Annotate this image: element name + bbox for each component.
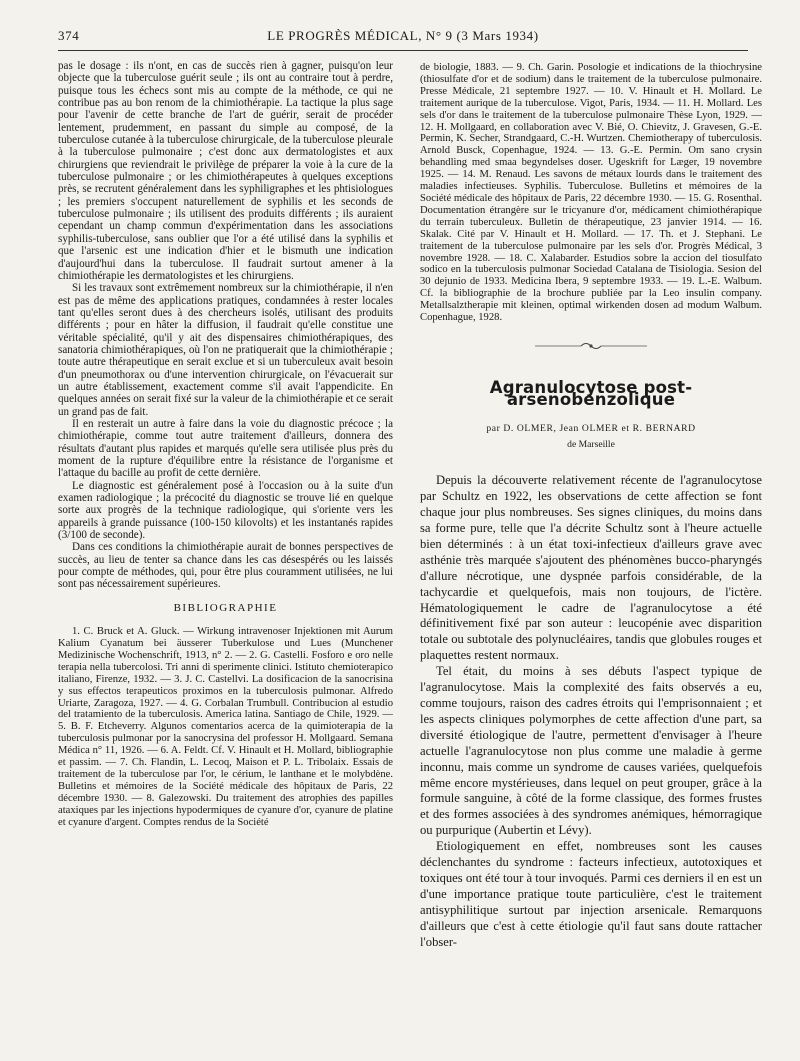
paragraph: pas le dosage : ils n'ont, en cas de succès rien à gagner, puisqu'on leur objecte que la tuberculose guérit seule ; ils ont au contraire tout à perdre, puisque tous les échecs sont mis au compte de la méthode, ce qui ne contribue pas au bon renom de la chimiothérapie. La tactique la plus sage pour l'avenir de cette branche de l'art de guérir, serait de procéder lentement, prudemment, en passant du simple au composé, de la tuberculose cutanée à la tuberculose chirurgicale, de la tuberculose pleurale à la tuberculose pulmonaire ; c'est donc aux dermatologistes et aux chirurgiens que reviendrait le privilège de préparer la voie à la cure de la tuberculose pulmonaire ; or les chimiothérapeutes à quelques exceptions près, se recrutent généralement dans les syphiligraphes et les phtisiologues ; les premiers s'occupent naturellement de syphilis et les seconds de tuberculose pulmonaire ; ils utilisent des produits différents ; ils auraient cependant un champ commun d'expérimentation dans les associations syphilis-tuberculose, sans oublier que l'or a été utilisé dans la syphilis et que l'arsenic est une indication d'hier et le bismuth une indication d'aujourd'hui dans la tuberculose. Il faudrait surtout amener à la chimiothérapie les dermatologistes et les chirurgiens.: [58, 60, 393, 282]
bibliography-title: BIBLIOGRAPHIE: [173, 601, 278, 614]
paragraph: Etiologiquement en effet, nombreuses sont les causes déclenchantes du syndrome : facteurs infectieux, autotoxiques et toxiques ont été tour à tour invoqués. Parmi ces derniers il en est un d'une importance pratique toute particulière, c'est le traitement antisyphilitique surtout par injection arsenicale. Remarquons d'ailleurs que c'est à cette étiologie qu'il faut sans doute rattacher l'obser-: [420, 839, 762, 949]
right-column: [420, 62, 762, 951]
author-affiliation: de Marseille: [567, 438, 615, 450]
ornament-flourish-icon: [531, 340, 651, 352]
paragraph: Si les travaux sont extrêmement nombreux sur la chimiothérapie, il n'en est pas de même des applications pratiques, condamnées à rester locales tant qu'elles seront dues à des chercheurs isolés, utilisant des produits différents ; pour en hâter la diffusion, il faudrait qu'elle constitue une véritable spécialité, qu'il y ait des dispensaires chimiothérapiques, des sanatoria chimiothérapiques, où l'on ne pratiquerait que la chimiothérapie ; toute autre thérapeutique en serait exclue et si un tuberculeux avait besoin d'un pneumothorax ou d'une intervention chirurgicale, on l'évacuerait sur un autre établissement, exactement comme s'il avait l'appendicite. En quelques années on serait fixé sur la valeur de la chimiothérapie et ce serait un grand pas de fait.: [58, 282, 393, 418]
paragraph: Depuis la découverte relativement récente de l'agranulocytose par Schultz en 1922, les observations de cette affection se font chaque jour plus nombreuses. Ses signes cliniques, du moins dans sa forme pure, telle que l'a décrite Schultz sont à l'heure actuelle bien déterminés : à un état toxi-infectieux d'ailleurs grave avec asthénie très marquée s'ajoutent des phénomènes bucco-pharyngés d'allure nécrotique, une dyspnée parfois considérable, de la tachycardie et quelquefois, mais non toujours, de l'ictère. Hématologiquement le cadre de l'agranulocytose a été définitivement fixé par son auteur : leucopénie avec disparition totale ou subtotale des polynucléaires, tandis que globules rouges et plaquettes restent normaux.: [420, 473, 762, 663]
page-number: 374: [58, 28, 80, 43]
article-title: Agranulocytose post-arsenobenzolique: [489, 377, 693, 410]
paragraph: Il en resterait un autre à faire dans la voie du diagnostic précoce ; la chimiothérapie, comme tout autre traitement d'ailleurs, donnera des résultats d'autant plus rapides et marqués qu'elle sera utilisée plus près du moment de la rupture d'équilibre entre la résistance de l'organisme et l'attaque du bacille au profit de cette dernière.: [58, 417, 393, 480]
running-header: [58, 26, 748, 46]
journal-title: LE PROGRÈS MÉDICAL, N° 9 (3 Mars 1934): [267, 28, 539, 43]
header-rule: [58, 50, 748, 51]
article-body: [420, 473, 762, 950]
paragraph: Dans ces conditions la chimiothérapie aurait de bonnes perspectives de succès, au lieu de tenter sa chance dans les cas désespérés ou les laissés pour compte de méthodes, qui, pour être plus couramment utilisées, ne lui sont pas nécessairement supérieures.: [58, 541, 393, 591]
paragraph: Le diagnostic est généralement posé à l'occasion ou à la suite d'un examen radiologique ; la précocité du diagnostic se trouve lié en quelque sorte aux progrès de la technique radiologique, qui s'oriente vers les appareils à grande puissance (100-150 kilovolts) et les instantanés rapides (3/100 de seconde).: [58, 479, 393, 542]
section-ornament: [420, 340, 762, 352]
bibliography-continued: de biologie, 1883. — 9. Ch. Garin. Posologie et indications de la thiochrysine (thiosulfate d'or et de sodium) dans le traitement de la tuberculose pulmonaire. Presse Médicale, 21 septembre 1927. — 10. V. Hinault et H. Mollard. Le traitement aurique de la tuberculose. Vigot, Paris, 1934. — 11. H. Mollard. Les sels d'or dans le traitement de la tuberculose pulmonaire Thèse Lyon, 1929. — 12. H. Mollgaard, en collaboration avec V. Bié, O. Chievitz, J. Gravesen, G.-E. Permin, K. Secher, Strandgaard, C.-H. Wurtzen. Chemiotherapy of tuberculosis. Arnold Busck, Copenhague, 1924. — 13. G.-E. Permin. Om sano crysin behandling med smaa begyndelses doser. Ugeskrift for Læger, 19 novembre 1925. — 14. M. Renaud. Les savons de métaux lourds dans le traitement des maladies infectieuses. Syphilis. Tuberculose. Bulletins et mémoires de la Société médicale des hôpitaux de Paris, 22 décembre 1930. — 15. G. Rosenthal. Documentation étrangère sur le tricyanure d'or, médicament chimiothérapique du terrain tuberculeux. Bulletin de thérapeutique, 23 janvier 1914. — 16. Skalak. Cité par V. Hinault et H. Mollard. — 17. Th. et J. Stephani. Le traitement de la tuberculose pulmonaire par les sels d'or. Progrès Médical, 3 novembre 1928. — 18. C. Xalabarder. Estudios sobre la accion del tiosulfato sodico en la tuberculosis pulmonar Sociedad Catalana de Tisiologia. Sesion del 30 dejunio de 1933. Medicina Ibera, 9 septembre 1933. — 19. L.-E. Walbum. Cf. la bibliographie de la brochure publiée par la Leo insulin company. Metallsalztherapie mit kleinen, optimal wirkenden dosen ad modum Walbum. Copenhague, 1928.: [420, 62, 762, 324]
paragraph: Tel était, du moins à ses débuts l'aspect typique de l'agranulocytose. Mais la complexité des faits observés a eu, comme toujours, raison des cadres étroits qui l'emprisonnaient ; et les aspects cliniques polymorphes de cette affection d'une part, sa diversité étiologique de l'autre, permettent d'envisager à l'heure actuelle l'agranulocytose non plus comme une maladie à germe inconnu, mais comme un syndrome de causes variées, quelquefois même encore mystérieuses, dans lequel on peut grouper, grâce à la formule sanguine, à côté de la forme classique, des formes frustes et des formes associées à des syndromes anémiques, hémorragique ou purpurique (Aubertin et Lévy).: [420, 664, 762, 838]
left-column: [58, 60, 393, 829]
article-authors: par D. OLMER, Jean OLMER et R. BERNARD: [486, 422, 696, 434]
bibliography-text: 1. C. Bruck et A. Gluck. — Wirkung intravenoser Injektionen mit Aurum Kalium Cyanatum bei äusserer Tuberkulose und Lues (Munchener Medizinische Wochenschrift, 1913, n° 2. — 2. G. Castelli. Fosforo e oro nelle terapia nella tubercolosi. Tri anni di sperimente clinici. Istituto chemioterapico italiano, Firenze, 1932. — 3. J. C. Castellvi. La dosificacion de la sanocrisina y sus effectos terapeuticos proximos en la tuberculosis pulmonar. Alfredo Uriarte, Zaragoza, 1927. — 4. G. Corbalan Trumbull. Contribucion al estudio del tratamiento de la tuberculosis. America latina. Santiago de Chile, 1929. — 5. B. F. Etcheverry. Algunos comentarios acerca de la quimioterapia de la tuberculosis pulmonar por la sanocrysina del professor H. Mollgaard. Semana Médica n° 11, 1926. — 6. A. Feldt. Cf. V. Hinault et H. Mollard, bibliographie et passim. — 7. Ch. Flandin, L. Lecoq, Maison et P. L. Tribolaix. Essais de traitement de la tuberculose par l'or, le cérium, le lanthane et le molybdène. Bulletins et mémoires de la Société médicale des hôpitaux de Paris, 22 décembre 1930. — 8. Galezowski. Du traitement des atrophies des papilles ataxiques par les injections hypodermiques de cyanure d'or, cyanure de platine et cyanure d'argent. Comptes rendus de la Société: [58, 626, 393, 828]
